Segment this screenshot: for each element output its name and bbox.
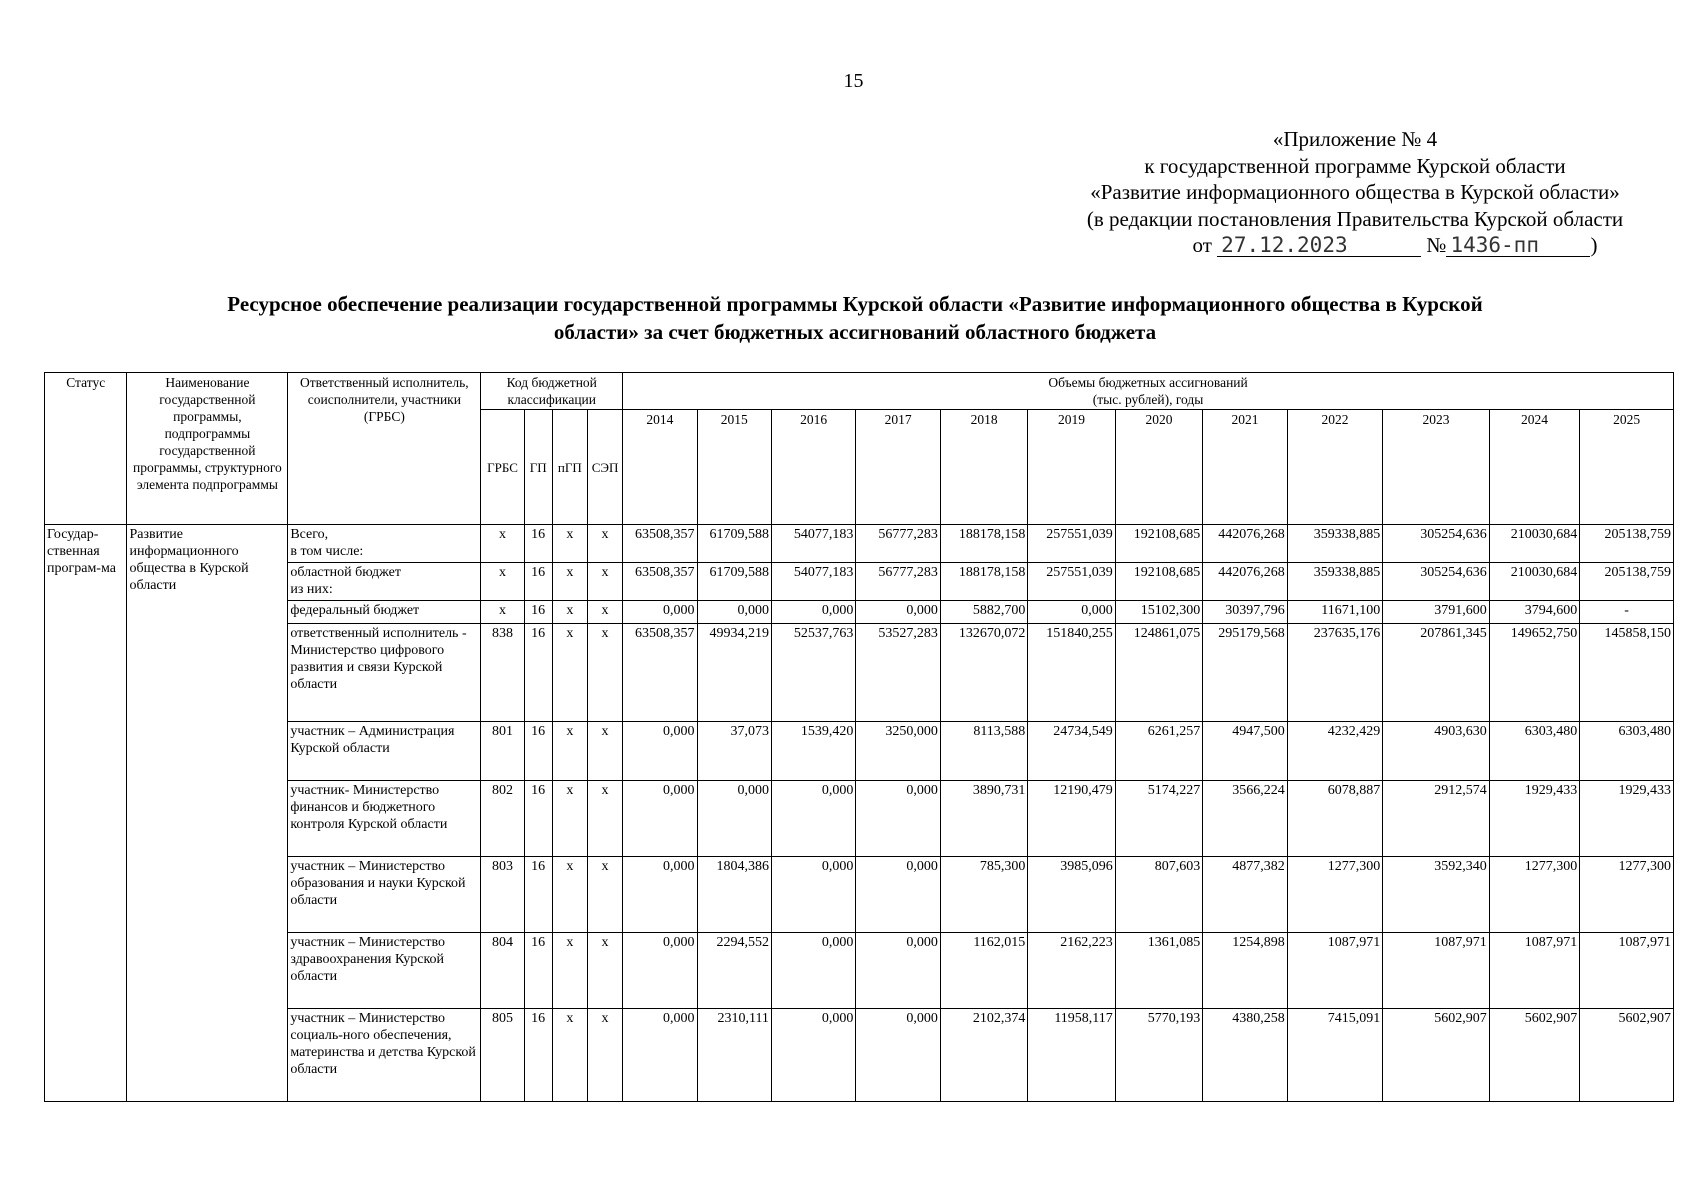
value-cell: 1087,971 <box>1383 933 1490 1009</box>
pgp-cell: х <box>552 781 587 857</box>
value-cell: 0,000 <box>1028 601 1115 624</box>
value-cell: 442076,268 <box>1203 563 1287 601</box>
value-cell: 1162,015 <box>940 933 1027 1009</box>
value-cell: 192108,685 <box>1115 563 1202 601</box>
executor-cell: Всего, в том числе: <box>288 525 481 563</box>
value-cell: 4232,429 <box>1287 722 1383 781</box>
document-title-line-2: области» за счет бюджетных ассигнований областного бюджета <box>553 320 1157 344</box>
value-cell: 124861,075 <box>1115 624 1202 722</box>
value-cell: 56777,283 <box>856 525 940 563</box>
value-cell: 0,000 <box>856 601 940 624</box>
value-cell: 0,000 <box>771 781 855 857</box>
appendix-line-2: к государственной программе Курской области <box>1144 153 1566 178</box>
value-cell: 3985,096 <box>1028 857 1115 933</box>
value-cell: 0,000 <box>623 933 697 1009</box>
pgp-cell: х <box>552 722 587 781</box>
value-cell: 1087,971 <box>1580 933 1674 1009</box>
value-cell: 53527,283 <box>856 624 940 722</box>
page-number: 15 <box>843 70 864 92</box>
header-year: 2021 <box>1203 410 1287 525</box>
value-cell: 5882,700 <box>940 601 1027 624</box>
table-row <box>45 933 1674 1009</box>
executor-cell: ответственный исполнитель - Министерство цифрового развития и связи Курской области <box>288 624 481 722</box>
header-year: 2023 <box>1383 410 1490 525</box>
pgp-cell: х <box>552 624 587 722</box>
table-row <box>45 781 1674 857</box>
value-cell: 1277,300 <box>1580 857 1674 933</box>
value-cell: 1929,433 <box>1580 781 1674 857</box>
grbs-cell: х <box>481 601 524 624</box>
header-code-gp: ГП <box>524 410 552 525</box>
value-cell: 1277,300 <box>1287 857 1383 933</box>
value-cell: 6078,887 <box>1287 781 1383 857</box>
value-cell: 4380,258 <box>1203 1009 1287 1102</box>
gp-cell: 16 <box>524 601 552 624</box>
gp-cell: 16 <box>524 1009 552 1102</box>
value-cell: 4947,500 <box>1203 722 1287 781</box>
value-cell: 188178,158 <box>940 525 1027 563</box>
value-cell: 24734,549 <box>1028 722 1115 781</box>
sep-cell: х <box>587 722 622 781</box>
header-name: Наименование государственной программы, подпрограммы государственной программы, структурного элемента подпрограммы <box>127 373 288 525</box>
value-cell: 0,000 <box>697 781 771 857</box>
grbs-cell: х <box>481 525 524 563</box>
sep-cell: х <box>587 601 622 624</box>
header-volumes-line-2: (тыс. рублей), годы <box>1092 392 1204 407</box>
value-cell: 0,000 <box>623 601 697 624</box>
pgp-cell: х <box>552 857 587 933</box>
value-cell: 257551,039 <box>1028 525 1115 563</box>
value-cell: 56777,283 <box>856 563 940 601</box>
value-cell: 3794,600 <box>1489 601 1579 624</box>
value-cell: 295179,568 <box>1203 624 1287 722</box>
header-year: 2018 <box>940 410 1027 525</box>
header-code-grbs: ГРБС <box>481 410 524 525</box>
value-cell: 192108,685 <box>1115 525 1202 563</box>
value-cell: 1087,971 <box>1287 933 1383 1009</box>
grbs-cell: 838 <box>481 624 524 722</box>
value-cell: 132670,072 <box>940 624 1027 722</box>
sep-cell: х <box>587 624 622 722</box>
value-cell: 1804,386 <box>697 857 771 933</box>
value-cell: 3890,731 <box>940 781 1027 857</box>
value-cell: 305254,636 <box>1383 525 1490 563</box>
header-status: Статус <box>45 373 127 525</box>
value-cell: 0,000 <box>771 1009 855 1102</box>
value-cell: 257551,039 <box>1028 563 1115 601</box>
value-cell: 7415,091 <box>1287 1009 1383 1102</box>
resolution-number: 1436-пп <box>1446 234 1590 257</box>
value-cell: 145858,150 <box>1580 624 1674 722</box>
value-cell: 1254,898 <box>1203 933 1287 1009</box>
value-cell: 442076,268 <box>1203 525 1287 563</box>
executor-cell: областной бюджет из них: <box>288 563 481 601</box>
header-year: 2017 <box>856 410 940 525</box>
table-row <box>45 601 1674 624</box>
sep-cell: х <box>587 933 622 1009</box>
value-cell: 205138,759 <box>1580 525 1674 563</box>
value-cell: 359338,885 <box>1287 563 1383 601</box>
value-cell: 0,000 <box>771 933 855 1009</box>
value-cell: 5602,907 <box>1383 1009 1490 1102</box>
gp-cell: 16 <box>524 525 552 563</box>
value-cell: 1087,971 <box>1489 933 1579 1009</box>
executor-cell: участник – Администрация Курской области <box>288 722 481 781</box>
value-cell: 0,000 <box>856 857 940 933</box>
value-cell: 305254,636 <box>1383 563 1490 601</box>
resolution-date: 27.12.2023 <box>1217 234 1421 257</box>
gp-cell: 16 <box>524 722 552 781</box>
value-cell: 1539,420 <box>771 722 855 781</box>
header-year: 2015 <box>697 410 771 525</box>
value-cell: 149652,750 <box>1489 624 1579 722</box>
value-cell: 205138,759 <box>1580 563 1674 601</box>
value-cell: 8113,588 <box>940 722 1027 781</box>
value-cell: 3566,224 <box>1203 781 1287 857</box>
value-cell: 0,000 <box>771 857 855 933</box>
value-cell: 1277,300 <box>1489 857 1579 933</box>
appendix-block <box>1040 126 1670 259</box>
value-cell: 0,000 <box>697 601 771 624</box>
appendix-order-line <box>1080 232 1707 259</box>
header-code-group: Код бюджетной классификации <box>481 373 623 410</box>
value-cell: 3791,600 <box>1383 601 1490 624</box>
table-row <box>45 722 1674 781</box>
header-year: 2025 <box>1580 410 1674 525</box>
value-cell: 54077,183 <box>771 525 855 563</box>
grbs-cell: 805 <box>481 1009 524 1102</box>
gp-cell: 16 <box>524 857 552 933</box>
table-row <box>45 624 1674 722</box>
value-cell: 5174,227 <box>1115 781 1202 857</box>
table-row <box>45 1009 1674 1102</box>
number-label: № <box>1426 233 1447 257</box>
value-cell: 49934,219 <box>697 624 771 722</box>
value-cell: - <box>1580 601 1674 624</box>
value-cell: 237635,176 <box>1287 624 1383 722</box>
executor-cell: участник- Министерство финансов и бюджетного контроля Курской области <box>288 781 481 857</box>
grbs-cell: 803 <box>481 857 524 933</box>
grbs-cell: 804 <box>481 933 524 1009</box>
header-code-pgp: пГП <box>552 410 587 525</box>
sep-cell: х <box>587 781 622 857</box>
value-cell: 0,000 <box>623 1009 697 1102</box>
appendix-line-4: (в редакции постановления Правительства Курской области <box>1086 206 1624 231</box>
value-cell: 6303,480 <box>1489 722 1579 781</box>
pgp-cell: х <box>552 525 587 563</box>
value-cell: 5602,907 <box>1580 1009 1674 1102</box>
value-cell: 210030,684 <box>1489 525 1579 563</box>
value-cell: 63508,357 <box>623 624 697 722</box>
executor-cell: участник – Министерство образования и науки Курской области <box>288 857 481 933</box>
header-year: 2024 <box>1489 410 1579 525</box>
header-volumes-line-1: Объемы бюджетных ассигнований <box>1048 375 1248 390</box>
value-cell: 2310,111 <box>697 1009 771 1102</box>
table-row <box>45 563 1674 601</box>
value-cell: 52537,763 <box>771 624 855 722</box>
executor-cell: федеральный бюджет <box>288 601 481 624</box>
appendix-line-3: «Развитие информационного общества в Курской области» <box>1090 180 1620 204</box>
sep-cell: х <box>587 1009 622 1102</box>
header-year: 2014 <box>623 410 697 525</box>
value-cell: 3592,340 <box>1383 857 1490 933</box>
value-cell: 63508,357 <box>623 525 697 563</box>
value-cell: 30397,796 <box>1203 601 1287 624</box>
value-cell: 5602,907 <box>1489 1009 1579 1102</box>
value-cell: 0,000 <box>623 781 697 857</box>
program-name-cell: Развитие информационного общества в Курской области <box>127 525 288 1102</box>
value-cell: 2102,374 <box>940 1009 1027 1102</box>
document-title <box>80 290 1630 346</box>
grbs-cell: 802 <box>481 781 524 857</box>
grbs-cell: 801 <box>481 722 524 781</box>
budget-table <box>44 372 1674 1102</box>
executor-cell: участник – Министерство здравоохранения Курской области <box>288 933 481 1009</box>
value-cell: 6303,480 <box>1580 722 1674 781</box>
header-year: 2022 <box>1287 410 1383 525</box>
value-cell: 6261,257 <box>1115 722 1202 781</box>
value-cell: 1929,433 <box>1489 781 1579 857</box>
value-cell: 5770,193 <box>1115 1009 1202 1102</box>
value-cell: 2912,574 <box>1383 781 1490 857</box>
pgp-cell: х <box>552 933 587 1009</box>
closing-bracket: ) <box>1590 233 1598 257</box>
pgp-cell: х <box>552 1009 587 1102</box>
value-cell: 0,000 <box>856 933 940 1009</box>
value-cell: 0,000 <box>623 722 697 781</box>
value-cell: 61709,588 <box>697 563 771 601</box>
header-code-sep: СЭП <box>587 410 622 525</box>
from-label: от <box>1192 233 1212 257</box>
value-cell: 2162,223 <box>1028 933 1115 1009</box>
table-row <box>45 857 1674 933</box>
value-cell: 61709,588 <box>697 525 771 563</box>
value-cell: 359338,885 <box>1287 525 1383 563</box>
gp-cell: 16 <box>524 624 552 722</box>
value-cell: 0,000 <box>623 857 697 933</box>
sep-cell: х <box>587 563 622 601</box>
value-cell: 3250,000 <box>856 722 940 781</box>
value-cell: 1361,085 <box>1115 933 1202 1009</box>
value-cell: 4903,630 <box>1383 722 1490 781</box>
value-cell: 0,000 <box>856 781 940 857</box>
value-cell: 11671,100 <box>1287 601 1383 624</box>
appendix-line-1: «Приложение № 4 <box>1272 127 1438 151</box>
value-cell: 207861,345 <box>1383 624 1490 722</box>
gp-cell: 16 <box>524 781 552 857</box>
pgp-cell: х <box>552 601 587 624</box>
value-cell: 63508,357 <box>623 563 697 601</box>
value-cell: 210030,684 <box>1489 563 1579 601</box>
value-cell: 12190,479 <box>1028 781 1115 857</box>
value-cell: 0,000 <box>771 601 855 624</box>
header-volumes <box>623 373 1674 410</box>
pgp-cell: х <box>552 563 587 601</box>
header-year: 2019 <box>1028 410 1115 525</box>
value-cell: 151840,255 <box>1028 624 1115 722</box>
value-cell: 15102,300 <box>1115 601 1202 624</box>
value-cell: 0,000 <box>856 1009 940 1102</box>
header-year: 2016 <box>771 410 855 525</box>
value-cell: 785,300 <box>940 857 1027 933</box>
value-cell: 2294,552 <box>697 933 771 1009</box>
executor-cell: участник – Министерство социаль-ного обеспечения, материнства и детства Курской области <box>288 1009 481 1102</box>
value-cell: 807,603 <box>1115 857 1202 933</box>
value-cell: 188178,158 <box>940 563 1027 601</box>
gp-cell: 16 <box>524 563 552 601</box>
sep-cell: х <box>587 525 622 563</box>
header-year: 2020 <box>1115 410 1202 525</box>
status-cell: Государ-ственная програм-ма <box>45 525 127 1102</box>
table-row <box>45 525 1674 563</box>
gp-cell: 16 <box>524 933 552 1009</box>
document-title-line-1: Ресурсное обеспечение реализации государственной программы Курской области «Развитие информационного общества в Курской <box>227 292 1483 316</box>
value-cell: 37,073 <box>697 722 771 781</box>
value-cell: 4877,382 <box>1203 857 1287 933</box>
grbs-cell: х <box>481 563 524 601</box>
sep-cell: х <box>587 857 622 933</box>
value-cell: 11958,117 <box>1028 1009 1115 1102</box>
header-executor: Ответственный исполнитель, соисполнители, участники (ГРБС) <box>288 373 481 525</box>
value-cell: 54077,183 <box>771 563 855 601</box>
